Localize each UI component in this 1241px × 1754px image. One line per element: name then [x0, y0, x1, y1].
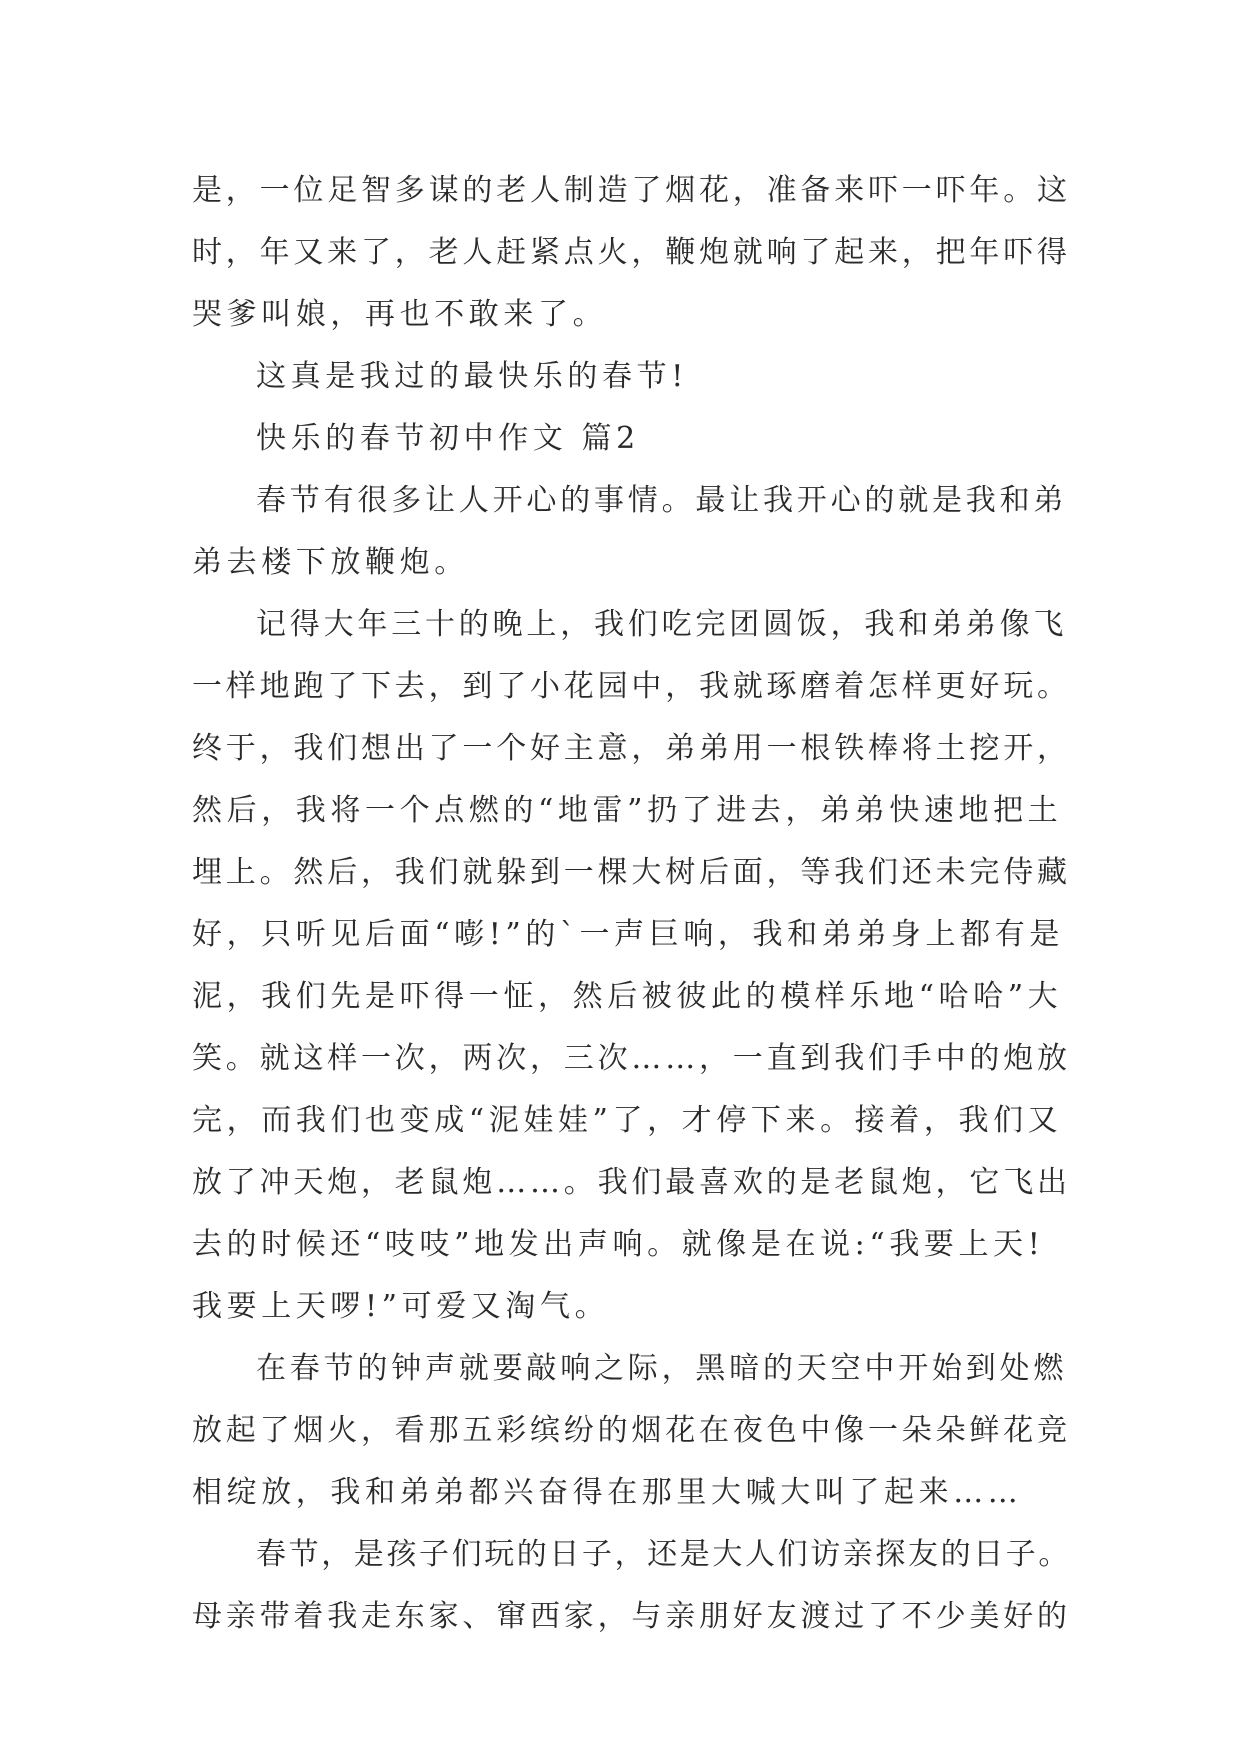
text-line: 记得大年三十的晚上，我们吃完团圆饭，我和弟弟像飞: [256, 607, 1068, 642]
text-line: 哭爹叫娘，再也不敢来了。: [192, 297, 608, 332]
essay-text: [192, 160, 1072, 1648]
text-line: 相绽放，我和弟弟都兴奋得在那里大喊大叫了起来……: [192, 1475, 1023, 1510]
text-line: 春节有很多让人开心的事情。最让我开心的就是我和弟: [256, 483, 1068, 518]
text-line: 笑。就这样一次，两次，三次……，一直到我们手中的炮放: [192, 1041, 1071, 1076]
text-line: 在春节的钟声就要敲响之际，黑暗的天空中开始到处燃: [256, 1351, 1068, 1386]
text-line: 泥，我们先是吓得一怔，然后被彼此的模样乐地“哈哈”大: [192, 979, 1063, 1014]
text-line: 这真是我过的最快乐的春节!: [256, 359, 688, 394]
text-line: 埋上。然后，我们就躲到一棵大树后面，等我们还未完侍藏: [192, 855, 1071, 890]
text-line: 母亲带着我走东家、窜西家，与亲朋好友渡过了不少美好的: [192, 1599, 1071, 1634]
text-line: 春节，是孩子们玩的日子，还是大人们访亲探友的日子。: [256, 1537, 1071, 1572]
text-line: 去的时候还“吱吱”地发出声响。就像是在说:“我要上天!: [192, 1227, 1045, 1262]
text-line: 好，只听见后面“嘭!”的`一声巨响，我和弟弟身上都有是: [192, 917, 1064, 952]
text-line: 我要上天啰!”可爱又淘气。: [192, 1289, 610, 1324]
text-line: 是，一位足智多谋的老人制造了烟花，准备来吓一吓年。这: [192, 173, 1071, 208]
text-line: 完，而我们也变成“泥娃娃”了，才停下来。接着，我们又: [192, 1103, 1063, 1138]
text-line: 快乐的春节初中作文 篇2: [256, 421, 640, 456]
text-line: 放起了烟火，看那五彩缤纷的烟花在夜色中像一朵朵鲜花竞: [192, 1413, 1071, 1448]
text-line: 终于，我们想出了一个好主意，弟弟用一根铁棒将土挖开，: [192, 731, 1071, 766]
text-line: 一样地跑了下去，到了小花园中，我就琢磨着怎样更好玩。: [192, 669, 1071, 704]
text-line: 然后，我将一个点燃的“地雷”扔了进去，弟弟快速地把土: [192, 793, 1063, 828]
text-line: 弟去楼下放鞭炮。: [192, 545, 469, 580]
text-line: 时，年又来了，老人赶紧点火，鞭炮就响了起来，把年吓得: [192, 235, 1071, 270]
text-line: 放了冲天炮，老鼠炮……。我们最喜欢的是老鼠炮，它飞出: [192, 1165, 1071, 1200]
